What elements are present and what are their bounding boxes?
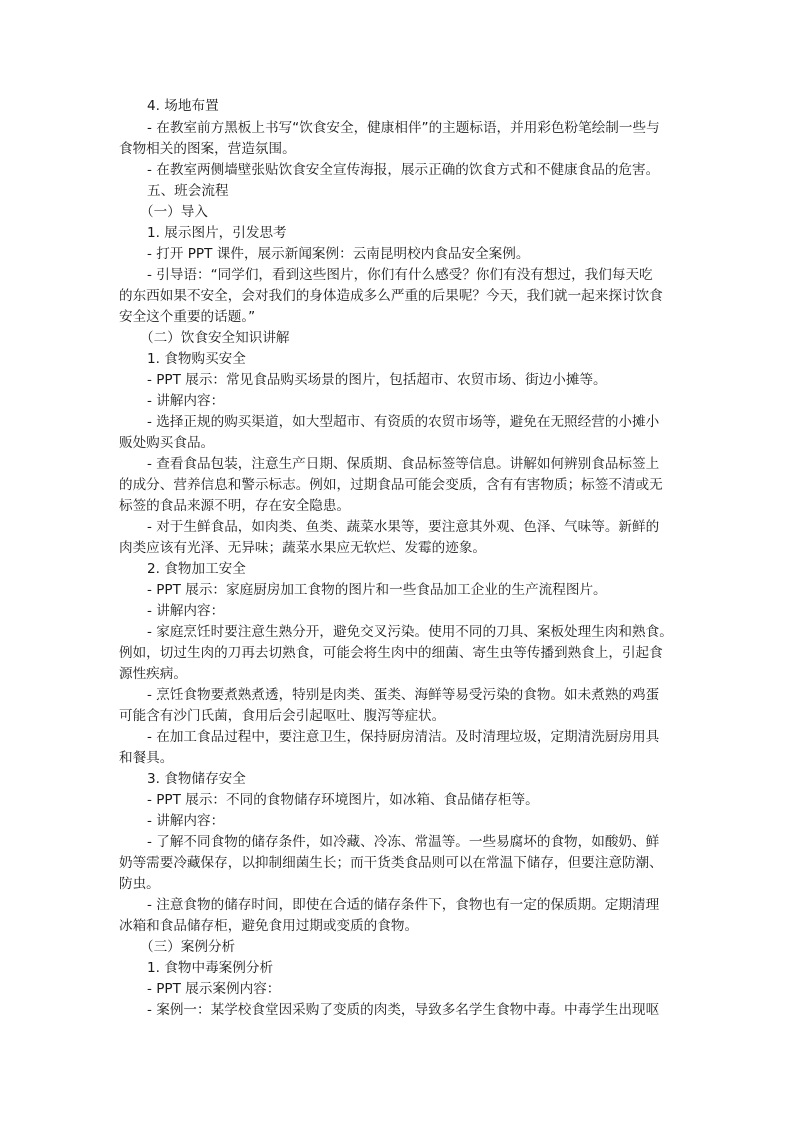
paragraph-line: 标签的食品来源不明，存在安全隐患。: [119, 498, 351, 514]
paragraph-line: - 讲解内容：: [147, 813, 225, 829]
item-heading: 1. 食物中毒案例分析: [147, 960, 274, 976]
paragraph-line: - 讲解内容：: [147, 393, 225, 409]
paragraph-line: 冰箱和食品储存柜，避免食用过期或变质的食物。: [119, 918, 419, 934]
section-heading-process: 五、班会流程: [147, 183, 229, 199]
paragraph-line: - 查看食品包装，注意生产日期、保质期、食品标签等信息。讲解如何辨别食品标签上: [147, 456, 660, 472]
paragraph-line: 可能含有沙门氏菌，食用后会引起呕吐、腹泻等症状。: [119, 708, 446, 724]
item-heading: 3. 食物储存安全: [147, 771, 246, 787]
paragraph-line: 防虫。: [119, 876, 160, 892]
paragraph-line: - 打开 PPT 课件，展示新闻案例：云南昆明校内食品安全案例。: [147, 246, 530, 262]
paragraph-line: - PPT 展示：不同的食物储存环境图片，如冰箱、食品储存柜等。: [147, 792, 539, 808]
subsection-heading-cases: （三）案例分析: [140, 939, 236, 955]
paragraph-line: 食物相关的图案，营造氛围。: [119, 141, 296, 157]
heading-venue-setup: 4. 场地布置: [147, 98, 219, 114]
paragraph-line: - 了解不同食物的储存条件，如冷藏、冷冻、常温等。一些易腐坏的食物，如酸奶、鲜: [147, 834, 660, 850]
paragraph-line: - 在教室前方黑板上书写“饮食安全，健康相伴”的主题标语，并用彩色粉笔绘制一些与: [147, 120, 660, 136]
paragraph-line: - 在教室两侧墙壁张贴饮食安全宣传海报，展示正确的饮食方式和不健康食品的危害。: [147, 162, 660, 178]
subsection-heading-knowledge: （二）饮食安全知识讲解: [140, 330, 290, 346]
paragraph-line: - PPT 展示：常见食品购买场景的图片，包括超市、农贸市场、街边小摊等。: [147, 372, 607, 388]
paragraph-line: - 讲解内容：: [147, 603, 225, 619]
paragraph-line: - 注意食物的储存时间，即使在合适的储存条件下，食物也有一定的保质期。定期清理: [147, 897, 660, 913]
paragraph-line: 肉类应该有光泽、无异味；蔬菜水果应无软烂、发霉的迹象。: [119, 540, 487, 556]
paragraph-line: 源性疾病。: [119, 666, 187, 682]
paragraph-line: - 引导语：“同学们，看到这些图片，你们有什么感受？你们有没有想过，我们每天吃: [147, 267, 653, 283]
paragraph-line: 奶等需要冷藏保存，以抑制细菌生长；而干货类食品则可以在常温下储存，但要注意防潮、: [119, 855, 663, 871]
paragraph-line: - PPT 展示案例内容：: [147, 981, 281, 997]
paragraph-line: 例如，切过生肉的刀再去切熟食，可能会将生肉中的细菌、寄生虫等传播到熟食上，引起食: [119, 645, 663, 661]
paragraph-line: 的东西如果不安全，会对我们的身体造成多么严重的后果呢？今天，我们就一起来探讨饮食: [119, 288, 663, 304]
paragraph-line: - PPT 展示：家庭厨房加工食物的图片和一些食品加工企业的生产流程图片。: [147, 582, 607, 598]
paragraph-line: 的成分、营养信息和警示标志。例如，过期食品可能会变质，含有有害物质；标签不清或无: [119, 477, 663, 493]
paragraph-line: - 烹饪食物要煮熟煮透，特别是肉类、蛋类、海鲜等易受污染的食物。如未煮熟的鸡蛋: [147, 687, 660, 703]
item-heading: 2. 食物加工安全: [147, 561, 246, 577]
paragraph-line: 安全这个重要的话题。”: [119, 309, 256, 325]
subsection-heading-intro: （一）导入: [140, 204, 208, 220]
paragraph-line: - 选择正规的购买渠道，如大型超市、有资质的农贸市场等，避免在无照经营的小摊小: [147, 414, 660, 430]
paragraph-line: - 对于生鲜食品，如肉类、鱼类、蔬菜水果等，要注意其外观、色泽、气味等。新鲜的: [147, 519, 660, 535]
item-heading: 1. 展示图片，引发思考: [147, 225, 287, 241]
paragraph-line: - 家庭烹饪时要注意生熟分开，避免交叉污染。使用不同的刀具、案板处理生肉和熟食。: [147, 624, 673, 640]
paragraph-line: - 在加工食品过程中，要注意卫生，保持厨房清洁。及时清理垃圾，定期清洗厨房用具: [147, 729, 660, 745]
item-heading: 1. 食物购买安全: [147, 351, 246, 367]
paragraph-line: 贩处购买食品。: [119, 435, 215, 451]
paragraph-line: 和餐具。: [119, 750, 174, 766]
paragraph-line: - 案例一：某学校食堂因采购了变质的肉类，导致多名学生食物中毒。中毒学生出现呕: [147, 1002, 660, 1018]
